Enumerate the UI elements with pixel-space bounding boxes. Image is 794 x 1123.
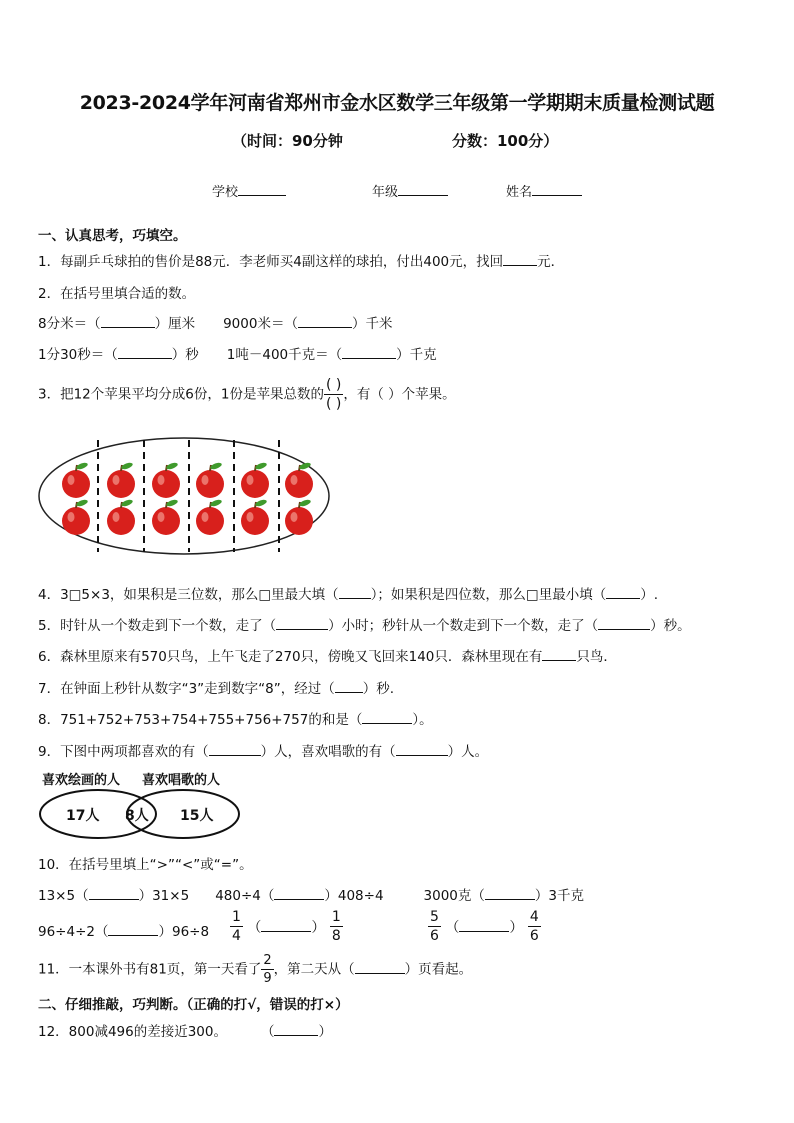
score-label: 分数：100分） (452, 132, 559, 150)
name-field: 姓名 (506, 181, 582, 200)
question-7: 7．在钟面上秒针从数字“3”走到数字“8”，经过（ ）秒. (38, 677, 394, 697)
apple-icon (152, 462, 180, 498)
apple-icon (196, 499, 224, 535)
section-1-heading: 一、认真思考，巧填空。 (38, 228, 187, 244)
apple-icon (241, 462, 269, 498)
question-10a: 13×5（ ）31×5 480÷4（ ）408÷4 3000克（ ）3千克 (38, 884, 584, 904)
apple-icon (107, 462, 135, 498)
question-10b-left: 96÷4÷2（ ）96÷8 (38, 920, 209, 940)
question-9: 9．下图中两项都喜欢的有（ ）人，喜欢唱歌的有（ ）人。 (38, 740, 488, 760)
question-2b: 1分30秒＝（ ）秒 1吨－400千克＝（ ）千克 (38, 343, 437, 363)
venn-left-count: 17人 (66, 808, 100, 824)
apple-figure (36, 434, 336, 564)
question-5: 5．时针从一个数走到下一个数，走了（ ）小时；秒针从一个数走到下一个数，走了（ ）秒。 (38, 614, 691, 634)
apple-icon (107, 499, 135, 535)
question-10: 10．在括号里填上“>”“<”或“=”。 (38, 857, 253, 873)
apple-icon (285, 499, 313, 535)
time-label: （时间：90分钟 (232, 132, 343, 150)
apple-icon (152, 499, 180, 535)
grade-field: 年级 (372, 181, 448, 200)
question-4: 4．3□5×3，如果积是三位数，那么□里最大填（ ）；如果积是四位数，那么□里最小填（ ）. (38, 583, 658, 603)
venn-middle-count: 8人 (125, 808, 149, 824)
apple-icon (241, 499, 269, 535)
question-11: 11．一本课外书有81页，第一天看了 $\frac{2}{9}$ ，第二天从（ ）页看起。 (38, 953, 473, 986)
question-6: 6．森林里原来有570只鸟，上午飞走了270只，傍晚又飞回来140只．森林里现在有 只鸟． (38, 645, 617, 665)
question-12: 12．800减496的差接近300。 （ ） (38, 1020, 332, 1040)
venn-right-count: 15人 (180, 808, 214, 824)
apple-icon (196, 462, 224, 498)
apple-icon (62, 499, 90, 535)
question-2a: 8分米＝（ ）厘米 9000米＝（ ）千米 (38, 312, 392, 332)
question-3: 3．把12个苹果平均分成6份，1份是苹果总数的 $\frac{( )}{( )}$ ，有（ ）个苹果。 (38, 377, 456, 412)
apple-icon (62, 462, 90, 498)
question-10b-fractions-2: $\frac{5}{6}$ （ ） $\frac{4}{6}$ (430, 909, 539, 944)
section-2-heading: 二、仔细推敲，巧判断。（正确的打√，错误的打×） (38, 997, 349, 1013)
question-1: 1．每副乒乓球拍的售价是88元．李老师买4副这样的球拍，付出400元，找回 元． (38, 250, 564, 270)
school-field: 学校 (212, 181, 286, 200)
exam-title: 2023-2024学年河南省郑州市金水区数学三年级第一学期期末质量检测试题 (79, 92, 715, 114)
question-2: 2．在括号里填合适的数。 (38, 286, 196, 302)
question-10b-fractions-1: $\frac{1}{4}$ （ ） $\frac{1}{8}$ (232, 909, 341, 944)
question-8: 8．751+752+753+754+755+756+757的和是（ ）。 (38, 708, 433, 728)
venn-right-label: 喜欢唱歌的人 (142, 773, 221, 788)
venn-left-label: 喜欢绘画的人 (42, 773, 121, 788)
